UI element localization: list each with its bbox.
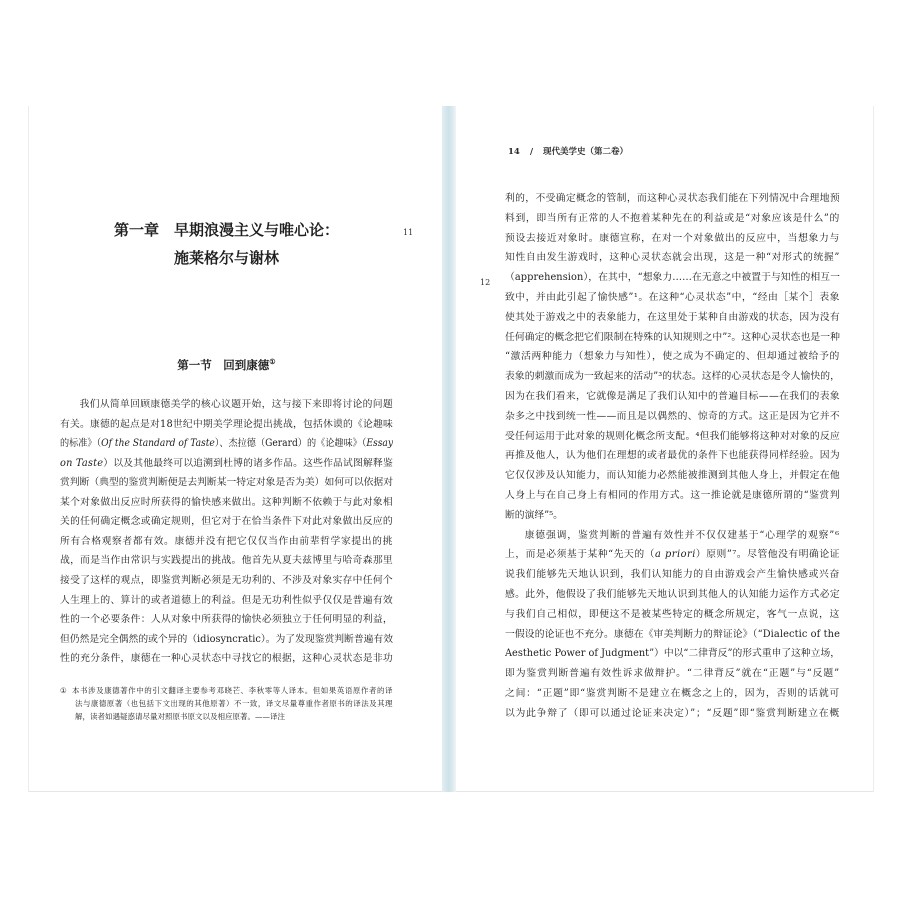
- text-run: 上，而是必须基于某种“先天的（: [505, 549, 655, 561]
- text-run: ）、杰拉德（Gerard）的《论趣味》（: [214, 438, 367, 450]
- running-head-separator: /: [530, 147, 534, 157]
- text-run: 人生理上的、算计的或者道德上的利益。但是无功利性似乎仅仅是普遍有效: [60, 594, 393, 606]
- text-run: 任何确定的概念把它们限制在特殊的认知规则之中”²。这种心灵状态也是一种: [505, 331, 840, 343]
- text-line-content: [75, 710, 285, 723]
- text-line-content: [505, 407, 840, 427]
- text-line-content: [505, 625, 840, 645]
- text-line: [72, 684, 393, 697]
- text-line-content: [505, 446, 840, 466]
- text-line: [60, 630, 393, 650]
- text-line: [505, 506, 840, 526]
- text-run: 赏判断（典型的鉴赏判断便是去判断某一特定对象是否为美）如何可以依据对: [60, 477, 393, 489]
- text-line: [505, 684, 840, 704]
- text-line-content: [60, 649, 393, 669]
- footnote: [60, 684, 393, 726]
- text-line-content: [505, 704, 840, 724]
- text-line: [505, 486, 840, 506]
- section-title: [60, 355, 393, 375]
- text-line: [75, 710, 393, 723]
- text-run: 料到，即当所有正常的人不抱着某种先在的利益或是“对象应该是什么”的: [505, 212, 840, 224]
- text-run: 关的任何确定概念或确定规则，但它对于在恰当条件下对此对象做出反应的: [60, 516, 393, 528]
- text-line-content: [60, 571, 393, 591]
- text-line-content: [60, 454, 393, 474]
- text-run: 杂多之中找到统一性——而且是以偶然的、惊奇的方式。这正是因为它并不: [505, 410, 840, 422]
- text-line-content: [505, 387, 840, 407]
- text-line-content: [505, 268, 840, 288]
- text-run: 因为在我们看来，它就像是满足了我们认知中的普遍目标——在我们的表象: [505, 391, 840, 402]
- text-line-content: [505, 248, 840, 268]
- text-run: 致中，并由此引起了愉快感”¹。在这种“心灵状态”中，“经由［某个］表象: [505, 292, 840, 303]
- text-line: [505, 189, 840, 209]
- chapter-title-line: [60, 219, 393, 241]
- text-line: [505, 664, 840, 684]
- text-line: [60, 493, 393, 513]
- text-run: 感。此外，他假设了我们能够先天地认识到其他人的认知能力运作方式必定: [505, 589, 840, 600]
- footnote-reference: ①: [269, 357, 276, 367]
- text-line: [505, 367, 840, 387]
- text-line-content: [505, 644, 840, 664]
- text-line-content: [505, 585, 840, 605]
- text-line: [505, 644, 840, 664]
- text-line-content: [505, 209, 840, 229]
- text-run: 受任何运用于此对象的规则化概念所支配。⁴但我们能够将这种对对象的反应: [505, 430, 840, 442]
- text-run: 有关。康德的起点是对18世纪中期美学理论提出挑战，包括休谟的《论趣味: [60, 418, 393, 430]
- italic-title-text: Essay: [366, 438, 393, 450]
- right-body-text: [505, 189, 840, 729]
- text-run: 所有合格观察者都有效。康德并没有把它仅仅当作由前辈哲学家提出的挑: [60, 535, 393, 547]
- text-line: [505, 466, 840, 486]
- text-line-content: [60, 415, 393, 435]
- text-line-content: [505, 328, 840, 348]
- text-line-content: [525, 526, 840, 546]
- text-line-content: [505, 347, 840, 367]
- text-line-content: [505, 506, 563, 526]
- text-line: [505, 545, 840, 565]
- text-line: [505, 328, 840, 348]
- text-line-content: [505, 427, 840, 447]
- margin-page-number: 11: [403, 228, 414, 237]
- text-run: 它仅仅涉及认知能力，而认知能力必然能被推测到其他人身上，并假定在他: [505, 470, 840, 482]
- italic-title-text: on Taste: [60, 457, 104, 469]
- text-line: [505, 268, 840, 288]
- chapter-title-text: 施莱格尔与谢林: [173, 249, 279, 267]
- text-line: [505, 387, 840, 407]
- text-line: [60, 395, 393, 415]
- footnote-mark: ①: [60, 686, 67, 695]
- italic-title-text: a priori: [654, 549, 696, 561]
- text-line: [60, 473, 393, 493]
- text-line: [60, 551, 393, 571]
- text-run: 法与康德原著（也包括下文出现的其他原著）不一致，译文尽量尊重作者原书的译法及其理: [75, 699, 393, 708]
- text-line: [505, 605, 840, 625]
- italic-title-text: Of the Standard of Taste: [101, 438, 215, 450]
- text-run: 我们从简单回顾康德美学的核心议题开始，这与接下来即将讨论的问题: [79, 399, 393, 410]
- text-run: 使其处于游戏之中的表象能力，在这里处于某种自由游戏的状态，因为没有: [505, 311, 840, 323]
- text-run: 预设去接近对象时。康德宣称，在对一个对象做出的反应中，当想象力与: [505, 232, 840, 244]
- text-line-content: [60, 591, 393, 611]
- running-head-book-title: 现代美学史（第二卷）: [543, 147, 629, 157]
- text-run: 解，读者如遇疑惑请尽量对照原书原文以及相应原著。——译注: [75, 712, 285, 721]
- text-line-content: [60, 630, 393, 650]
- text-line: [60, 649, 393, 669]
- text-line-content: [505, 229, 840, 249]
- text-run: 接受了这样的观点，即鉴赏判断必须是无功利的、不涉及对象实存中任何个: [60, 574, 393, 586]
- text-line-content: [60, 532, 393, 552]
- text-line: [60, 434, 393, 454]
- text-run: 某个对象做出反应时所获得的愉快感来做出。这种判断不依赖于与此对象相: [60, 496, 393, 508]
- text-line: [505, 625, 840, 645]
- text-line: [505, 288, 840, 308]
- text-line-content: [60, 610, 393, 630]
- text-line-content: [505, 684, 840, 704]
- text-run: 性的一个必要条件：人从对象中所获得的愉快必须独立于任何明显的利益，: [60, 614, 393, 626]
- text-line-content: [505, 486, 840, 506]
- text-line-content: [60, 434, 393, 454]
- text-line-content: [60, 512, 393, 532]
- text-line-content: [505, 189, 840, 209]
- text-line-content: [80, 395, 393, 415]
- text-run: 表象的刺激而成为一致起来的活动”³的状态。这样的心灵状态是令人愉快的，: [505, 371, 840, 383]
- text-run: 与我们自己相似，即便这不是被某些特定的概念所规定，客气一点说，这: [505, 608, 840, 620]
- running-head-page-number: 14: [508, 147, 520, 157]
- text-line: [60, 454, 393, 474]
- text-run: 战，而是当作由常识与实践提出的挑战。他首先从夏夫兹博里与哈奇森那里: [60, 555, 393, 567]
- text-line: [60, 610, 393, 630]
- text-line: [60, 591, 393, 611]
- text-run: Aesthetic Power of Judgment”）中以“二律背反”的形式重申了这种立场，: [505, 648, 840, 660]
- text-run: 即为鉴赏判断普遍有效性诉求做辩护。“二律背反”就在“正题”与“反题”: [505, 668, 840, 680]
- text-run: 的标准》（: [60, 438, 102, 450]
- text-line-content: [60, 551, 393, 571]
- chapter-title-line: [60, 247, 393, 269]
- text-line: [505, 229, 840, 249]
- text-line-content: [505, 466, 840, 486]
- text-run: 本书涉及康德著作中的引文翻译主要参考邓晓芒、李秋零等人译本。但如果英语原作者的译: [72, 686, 393, 695]
- text-line: [505, 565, 840, 585]
- text-line: [505, 704, 840, 724]
- section-title-content: [177, 355, 275, 375]
- text-run: 一假设的论证也不充分。康德在《审美判断力的辩证论》（“Dialectic of the: [505, 628, 840, 640]
- text-line-content: [72, 684, 393, 697]
- text-line-content: [505, 545, 840, 565]
- text-line: [60, 571, 393, 591]
- text-line-content: [505, 308, 840, 328]
- text-run: 利的，不受确定概念的管制，而这种心灵状态我们能在下列情况中合理地预: [505, 193, 840, 204]
- text-line-content: [60, 493, 393, 513]
- text-run: 人身上与在自己身上有相同的作用方式。这一推论就是康德所谓的“鉴赏判: [505, 490, 840, 501]
- text-run: ）以及其他最终可以追溯到杜博的诸多作品。这些作品试图解释鉴: [103, 457, 393, 469]
- text-line-content: [505, 565, 840, 585]
- text-run: （apprehension），在其中，“想象力……在无意之中被置于与知性的相互一: [505, 272, 840, 284]
- section-title-text: 第一节 回到康德: [177, 358, 270, 372]
- text-run: 说我们能够先天地认识到，我们认知能力的自由游戏会产生愉快感或兴奋: [505, 569, 840, 581]
- text-line-content: [505, 664, 840, 684]
- text-line: [505, 209, 840, 229]
- text-run: 以为此争辩了（即可以通过论证来决定）”；“反题”即“鉴赏判断建立在概: [505, 707, 840, 719]
- text-line-content: [75, 697, 393, 710]
- text-line-content: [505, 605, 840, 625]
- text-run: 再推及他人，认为他们在理想的或者最优的条件下也能获得同样经验。因为: [505, 450, 840, 462]
- text-run: 但仍然是完全偶然的或个异的（idiosyncratic）。为了发现鉴赏判断普遍有效: [60, 633, 393, 645]
- text-line: [60, 532, 393, 552]
- text-line: [505, 347, 840, 367]
- text-line: [505, 526, 840, 546]
- text-run: 之间：“正题”即“鉴赏判断不是建立在概念之上的，因为，否则的话就可: [505, 688, 840, 699]
- text-run: 性的充分条件，康德在一种心灵状态中寻找它的根据，这种心灵状态是非功: [60, 653, 393, 665]
- text-line-content: [505, 288, 840, 308]
- chapter-title-text: 第一章 早期浪漫主义与唯心论：: [113, 221, 339, 239]
- text-line-content: [505, 367, 840, 387]
- text-line: [505, 427, 840, 447]
- margin-page-number: 12: [480, 278, 491, 287]
- text-line: [60, 512, 393, 532]
- text-line-content: [60, 473, 393, 493]
- text-run: “激活两种能力（想象力与知性），使之成为不确定的、但却通过被给予的: [505, 351, 840, 363]
- book-gutter: [442, 106, 456, 792]
- text-run: 断的演绎”⁵。: [505, 509, 563, 521]
- text-run: 知性自由发生游戏时，这种心灵状态就会出现，这是一种“对形式的统握”: [505, 252, 840, 264]
- text-run: 康德强调，鉴赏判断的普遍有效性并不仅仅建基于“心理学的观察”⁶: [524, 529, 840, 541]
- text-line: [505, 308, 840, 328]
- text-line: [505, 585, 840, 605]
- left-body-text: [60, 395, 393, 675]
- text-line: [505, 248, 840, 268]
- text-line: [75, 697, 393, 710]
- text-line: [60, 415, 393, 435]
- text-line: [505, 407, 840, 427]
- text-line: [505, 446, 840, 466]
- text-run: ）原则”⁷。尽管他没有明确论证: [695, 549, 840, 561]
